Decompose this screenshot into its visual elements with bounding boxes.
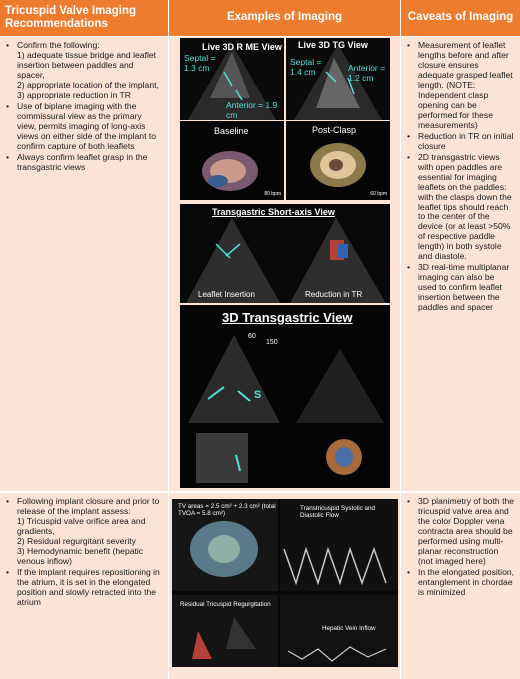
row2-rec-item: • Following implant closure and prior to release of the implant assess: 1) Tricuspid valve orifice area and gradients, 2) Residual regurgitant severity 3) Hemodynamic benefit (hepatic venous inflow) <box>5 497 163 567</box>
bpm-2: 60 bpm <box>370 191 387 198</box>
p4-label: Post-Clasp <box>312 125 357 135</box>
p1-septal: Septal = 1.3 cm <box>184 53 216 73</box>
residual-tr-label: Residual Tricuspid Regurgitation <box>180 601 271 608</box>
header-caveats: Caveats of Imaging <box>401 0 520 36</box>
tg-right-label: Reduction in TR <box>305 290 363 299</box>
header-examples: Examples of Imaging <box>169 0 400 36</box>
bpm-1: 80 bpm <box>264 191 281 198</box>
row2-caveat-item: • In the elongated position, entanglement in chordae is minimized <box>406 568 515 598</box>
transgastric-short-axis-image <box>180 204 390 303</box>
row1-caveat-item: • 3D real-time multiplanar imaging can also be used to confirm leaflet insertion between the paddles and spacer <box>406 263 515 313</box>
row1-rec-item: • Always confirm leaflet grasp in the transgastric views <box>5 153 163 173</box>
tg3d-title: 3D Transgastric View <box>222 310 353 325</box>
echo-composite-graphic <box>172 499 398 667</box>
live-3d-rme-image <box>180 38 284 120</box>
tv-area-label: TV areas = 2.5 cm² + 2.3 cm² (total TVOA = 5.8 cm²) <box>178 503 276 518</box>
row1-rec-item: • Confirm the following: 1) adequate tissue bridge and leaflet insertion between paddles and spacer, 2) appropriate location of the implant, 3) appropriate reduction in TR <box>5 41 163 101</box>
tg-left-label: Leaflet Insertion <box>198 290 255 299</box>
row1-caveat-item: • 2D transgastric views with open paddles are essential for imaging leaflets on the paddles: with the clasps down the leaflet tips should reach to the center of the device (or at least >50% of respective paddle length) in both systole and diastole. <box>406 153 515 263</box>
post-clasp-3d-image <box>286 121 390 200</box>
tg3d-s: S <box>254 389 262 401</box>
p1-title: Live 3D R ME View <box>202 42 282 52</box>
row2-recommendations <box>0 493 168 679</box>
row1-caveats <box>401 37 520 491</box>
baseline-3d-image <box>180 121 284 200</box>
row1-caveat-item: • Reduction in TR on initial closure <box>406 132 515 152</box>
echo-sector-graphic <box>180 204 390 303</box>
row1-rec-item: • Use of biplane imaging with the commissural view as the primary view, permits imaging of long-axis views on either side of the implant to confirm capture of both leaflets <box>5 102 163 152</box>
row2-caveats <box>401 493 520 679</box>
tg3d-n2: 150 <box>266 339 278 346</box>
header-recommendations: Tricuspid Valve Imaging Recommendations <box>0 0 168 36</box>
tg3d-n1: 60 <box>248 333 256 340</box>
hepatic-inflow-label: Hepatic Vein Inflow <box>322 625 376 632</box>
3d-transgastric-image <box>180 305 390 488</box>
row1-caveat-item: • Measurement of leaflet lengths before and after closure ensures adequate grasped leaflet length. (NOTE: Independent clasp opening can be performed for these measurements) <box>406 41 515 131</box>
p2-anterior: Anterior = 1.2 cm <box>348 63 386 83</box>
row1-recommendations <box>0 37 168 491</box>
transtricuspid-label: Transtricuspid Systolic and Diastolic Flow <box>300 505 376 520</box>
live-3d-tg-image <box>286 38 390 120</box>
tg-title: Transgastric Short-axis View <box>212 207 335 217</box>
p1-anterior: Anterior = 1.9 cm <box>226 100 278 120</box>
echo-sector-graphic <box>180 305 390 488</box>
post-release-composite-image <box>172 499 398 667</box>
row2-caveat-item: • 3D planimetry of both the tricuspid valve area and the color Doppler vena contracta area should be performed using multi-planar reconstruction (not imaged here) <box>406 497 515 567</box>
row2-rec-item: • If the implant requires repositioning in the atrium, it is set in the elongated position and slowly retracted into the atrium <box>5 568 163 608</box>
p2-septal: Septal = 1.4 cm <box>290 57 322 77</box>
p2-title: Live 3D TG View <box>298 40 368 50</box>
p3-label: Baseline <box>214 126 249 136</box>
